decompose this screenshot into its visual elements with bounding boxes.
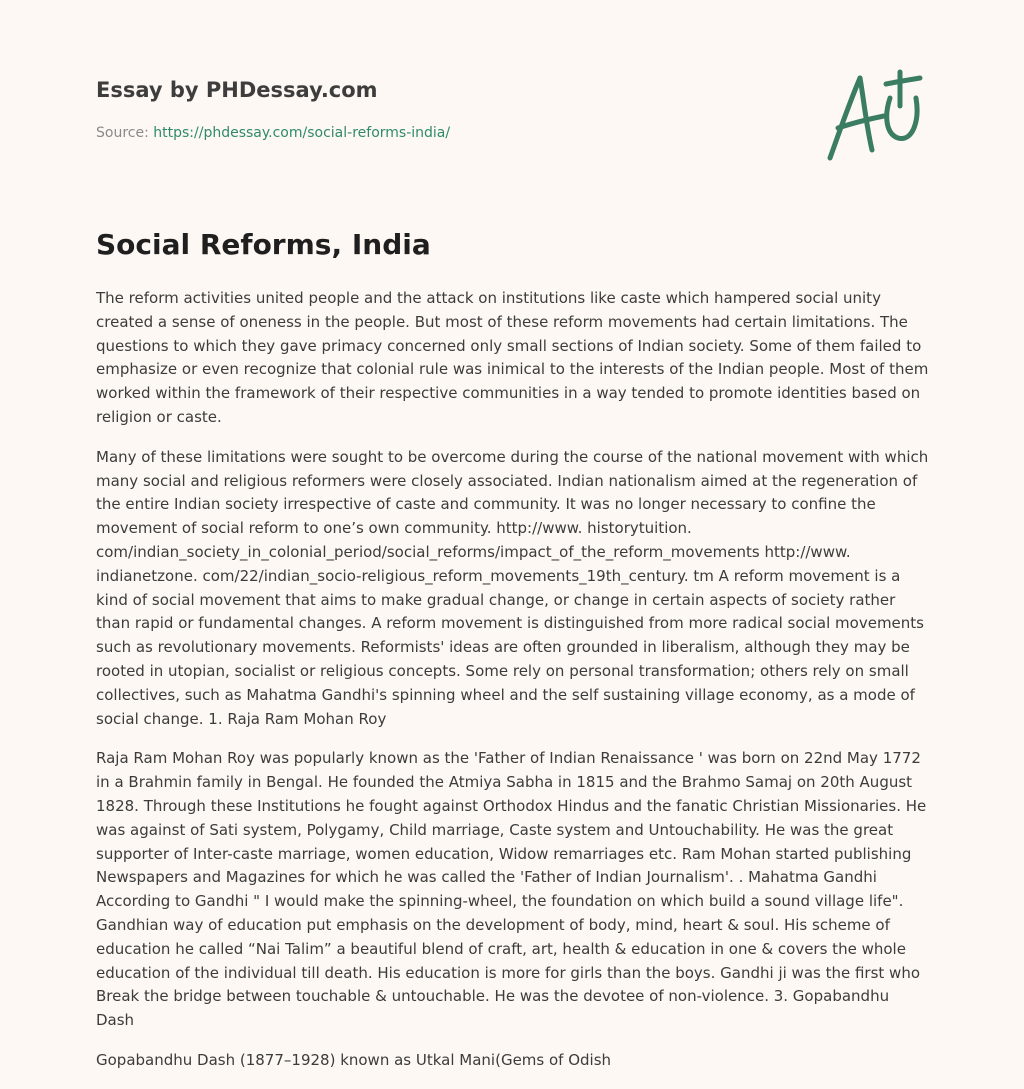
essay-paragraph: The reform activities united people and the attack on institutions like caste which hampered social unity created a sense of oneness in the people. But most of these reform movements had certain limitations. The questions to which they gave primacy concerned only small sections of Indian society. Some of them failed to emphasize or even recognize that colonial rule was inimical to the interests of the Indian people. Most of them worked within the framework of their respective communities in a way tended to promote identities based on religion or caste. — [96, 289, 929, 426]
essay-paragraph: Gopabandhu Dash (1877–1928) known as Utkal Mani(Gems of Odish — [96, 1050, 612, 1069]
source-label: Source: — [96, 125, 154, 141]
essay-title: Social Reforms, India — [96, 228, 431, 261]
source-line — [96, 123, 450, 143]
a-plus-grade-icon — [820, 66, 930, 166]
site-title: Essay by PHDessay.com — [96, 78, 378, 102]
essay-body — [96, 287, 930, 1089]
essay-paragraph: Raja Ram Mohan Roy was popularly known as the 'Father of Indian Renaissance ' was born on 22nd May 1772 in a Brahmin family in Bengal. He founded the Atmiya Sabha in 1815 and the Brahmo Samaj on 20th August 1828. Through these Institutions he fought against Orthodox Hindus and the fanatic Christian Missionaries. He was against of Sati system, Polygamy, Child marriage, Caste system and Untouchability. He was the great supporter of Inter-caste marriage, women education, Widow remarriages etc. Ram Mohan started publishing Newspapers and Magazines for which he was called the 'Father of Indian Journalism'. . Mahatma Gandhi According to Gandhi " I would make the spinning-wheel, the foundation on which build a sound village life". Gandhian way of education put emphasis on the development of body, mind, heart & soul. His scheme of education he called “Nai Talim” a beautiful blend of craft, art, health & education in one & covers the whole education of the individual till death. His education is more for girls than the boys. Gandhi ji was the first who Break the bridge between touchable & untouchable. He was the devotee of non-violence. 3. Gopabandhu Dash — [96, 749, 927, 1030]
essay-paragraph: Many of these limitations were sought to be overcome during the course of the national movement with which many social and religious reformers were closely associated. Indian nationalism aimed at the regeneration of the entire Indian society irrespective of caste and community. It was no longer necessary to confine the movement of social reform to one’s own community. http://www. historytuition. com/indian_society_in_colonial_period/social_reforms/impact_of_the_reform_movements http://www. indianetzone. com/22/indian_socio-religious_reform_movements_19th_century. tm A reform movement is a kind of social movement that aims to make gradual change, or change in certain aspects of society rather than rapid or fundamental changes. A reform movement is distinguished from more radical social movements such as revolutionary movements. Reformists' ideas are often grounded in liberalism, although they may be rooted in utopian, socialist or religious concepts. Some rely on personal transformation; others rely on small collectives, such as Mahatma Gandhi's spinning wheel and the self sustaining village economy, as a mode of social change. 1. Raja Ram Mohan Roy — [96, 447, 929, 728]
source-link[interactable]: https://phdessay.com/social-reforms-india/ — [153, 125, 451, 141]
